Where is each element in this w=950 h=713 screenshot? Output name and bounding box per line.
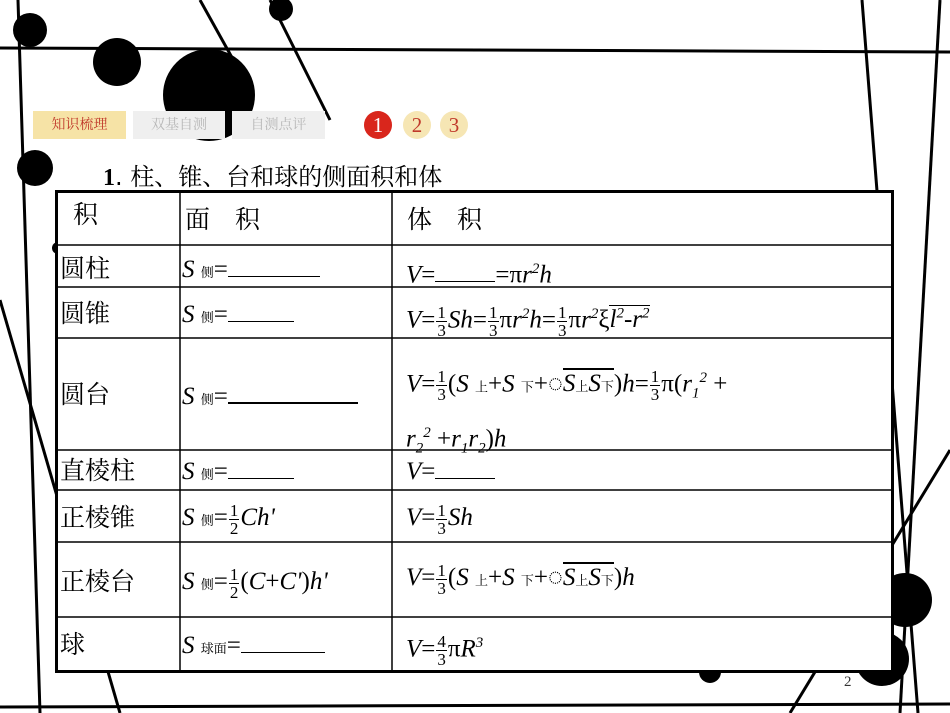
row-name-right-prism: 直棱柱 bbox=[60, 456, 136, 485]
row-name-sphere: 球 bbox=[60, 630, 86, 659]
header-volume: 体 积 bbox=[407, 205, 483, 234]
pager-1[interactable]: 1 bbox=[364, 111, 392, 139]
header-area: 面 积 bbox=[185, 205, 261, 234]
row-name-cylinder: 圆柱 bbox=[60, 254, 111, 283]
area-sphere: S 球面= bbox=[182, 630, 325, 665]
area-regular-frustum: S 侧= $\frac{1}{2}$ (C+C')h' bbox=[182, 565, 328, 602]
volume-frustum-line1: V= $\frac{1}{3}$ (S 上+S 下+◌S上S下)h= $\frac{1}{3}$ $\pi(r_1^2$ + bbox=[406, 367, 728, 405]
area-cone: S 侧= bbox=[182, 299, 294, 334]
volume-sphere: V= $\frac{4}{3}$ $\pi R^3$ bbox=[406, 632, 484, 670]
volume-cone: V= $\frac{1}{3}$ Sh= $\frac{1}{3}$ $\pi r^2h=$ $\frac{1}{3}$ $\pi r^2\xi l^2-r^2$ bbox=[406, 303, 650, 341]
row-name-cone: 圆锥 bbox=[60, 299, 111, 328]
section-heading: 1. 柱、锥、台和球的侧面积和体 bbox=[103, 163, 443, 191]
header-col-1: 积 bbox=[73, 200, 99, 229]
volume-frustum-line2: $r_2^2 +r_1r_2)h$ bbox=[406, 425, 507, 457]
volume-regular-frustum: V= $\frac{1}{3}$ (S 上+S 下+◌S上S下)h bbox=[406, 561, 635, 598]
tab-self-test[interactable]: 双基自测 bbox=[133, 111, 225, 139]
area-regular-pyramid: S 侧= $\frac{1}{2}$ Ch' bbox=[182, 501, 275, 538]
area-frustum: S 侧= bbox=[182, 380, 358, 416]
volume-right-prism: V= bbox=[406, 456, 495, 487]
volume-regular-pyramid: V= $\frac{1}{3}$ Sh bbox=[406, 501, 473, 538]
row-name-regular-frustum: 正棱台 bbox=[60, 567, 136, 596]
row-name-frustum: 圆台 bbox=[60, 380, 111, 409]
page-number: 2 bbox=[844, 674, 852, 690]
volume-cylinder: $V= =\pi r^2h$ bbox=[406, 261, 552, 289]
tab-knowledge[interactable]: 知识梳理 bbox=[33, 111, 126, 139]
row-name-regular-pyramid: 正棱锥 bbox=[60, 503, 136, 532]
tab-review[interactable]: 自测点评 bbox=[232, 111, 325, 139]
area-right-prism: S 侧= bbox=[182, 456, 294, 491]
pager-2[interactable]: 2 bbox=[403, 111, 431, 139]
area-cylinder: S 侧= bbox=[182, 254, 320, 289]
pager-3[interactable]: 3 bbox=[440, 111, 468, 139]
